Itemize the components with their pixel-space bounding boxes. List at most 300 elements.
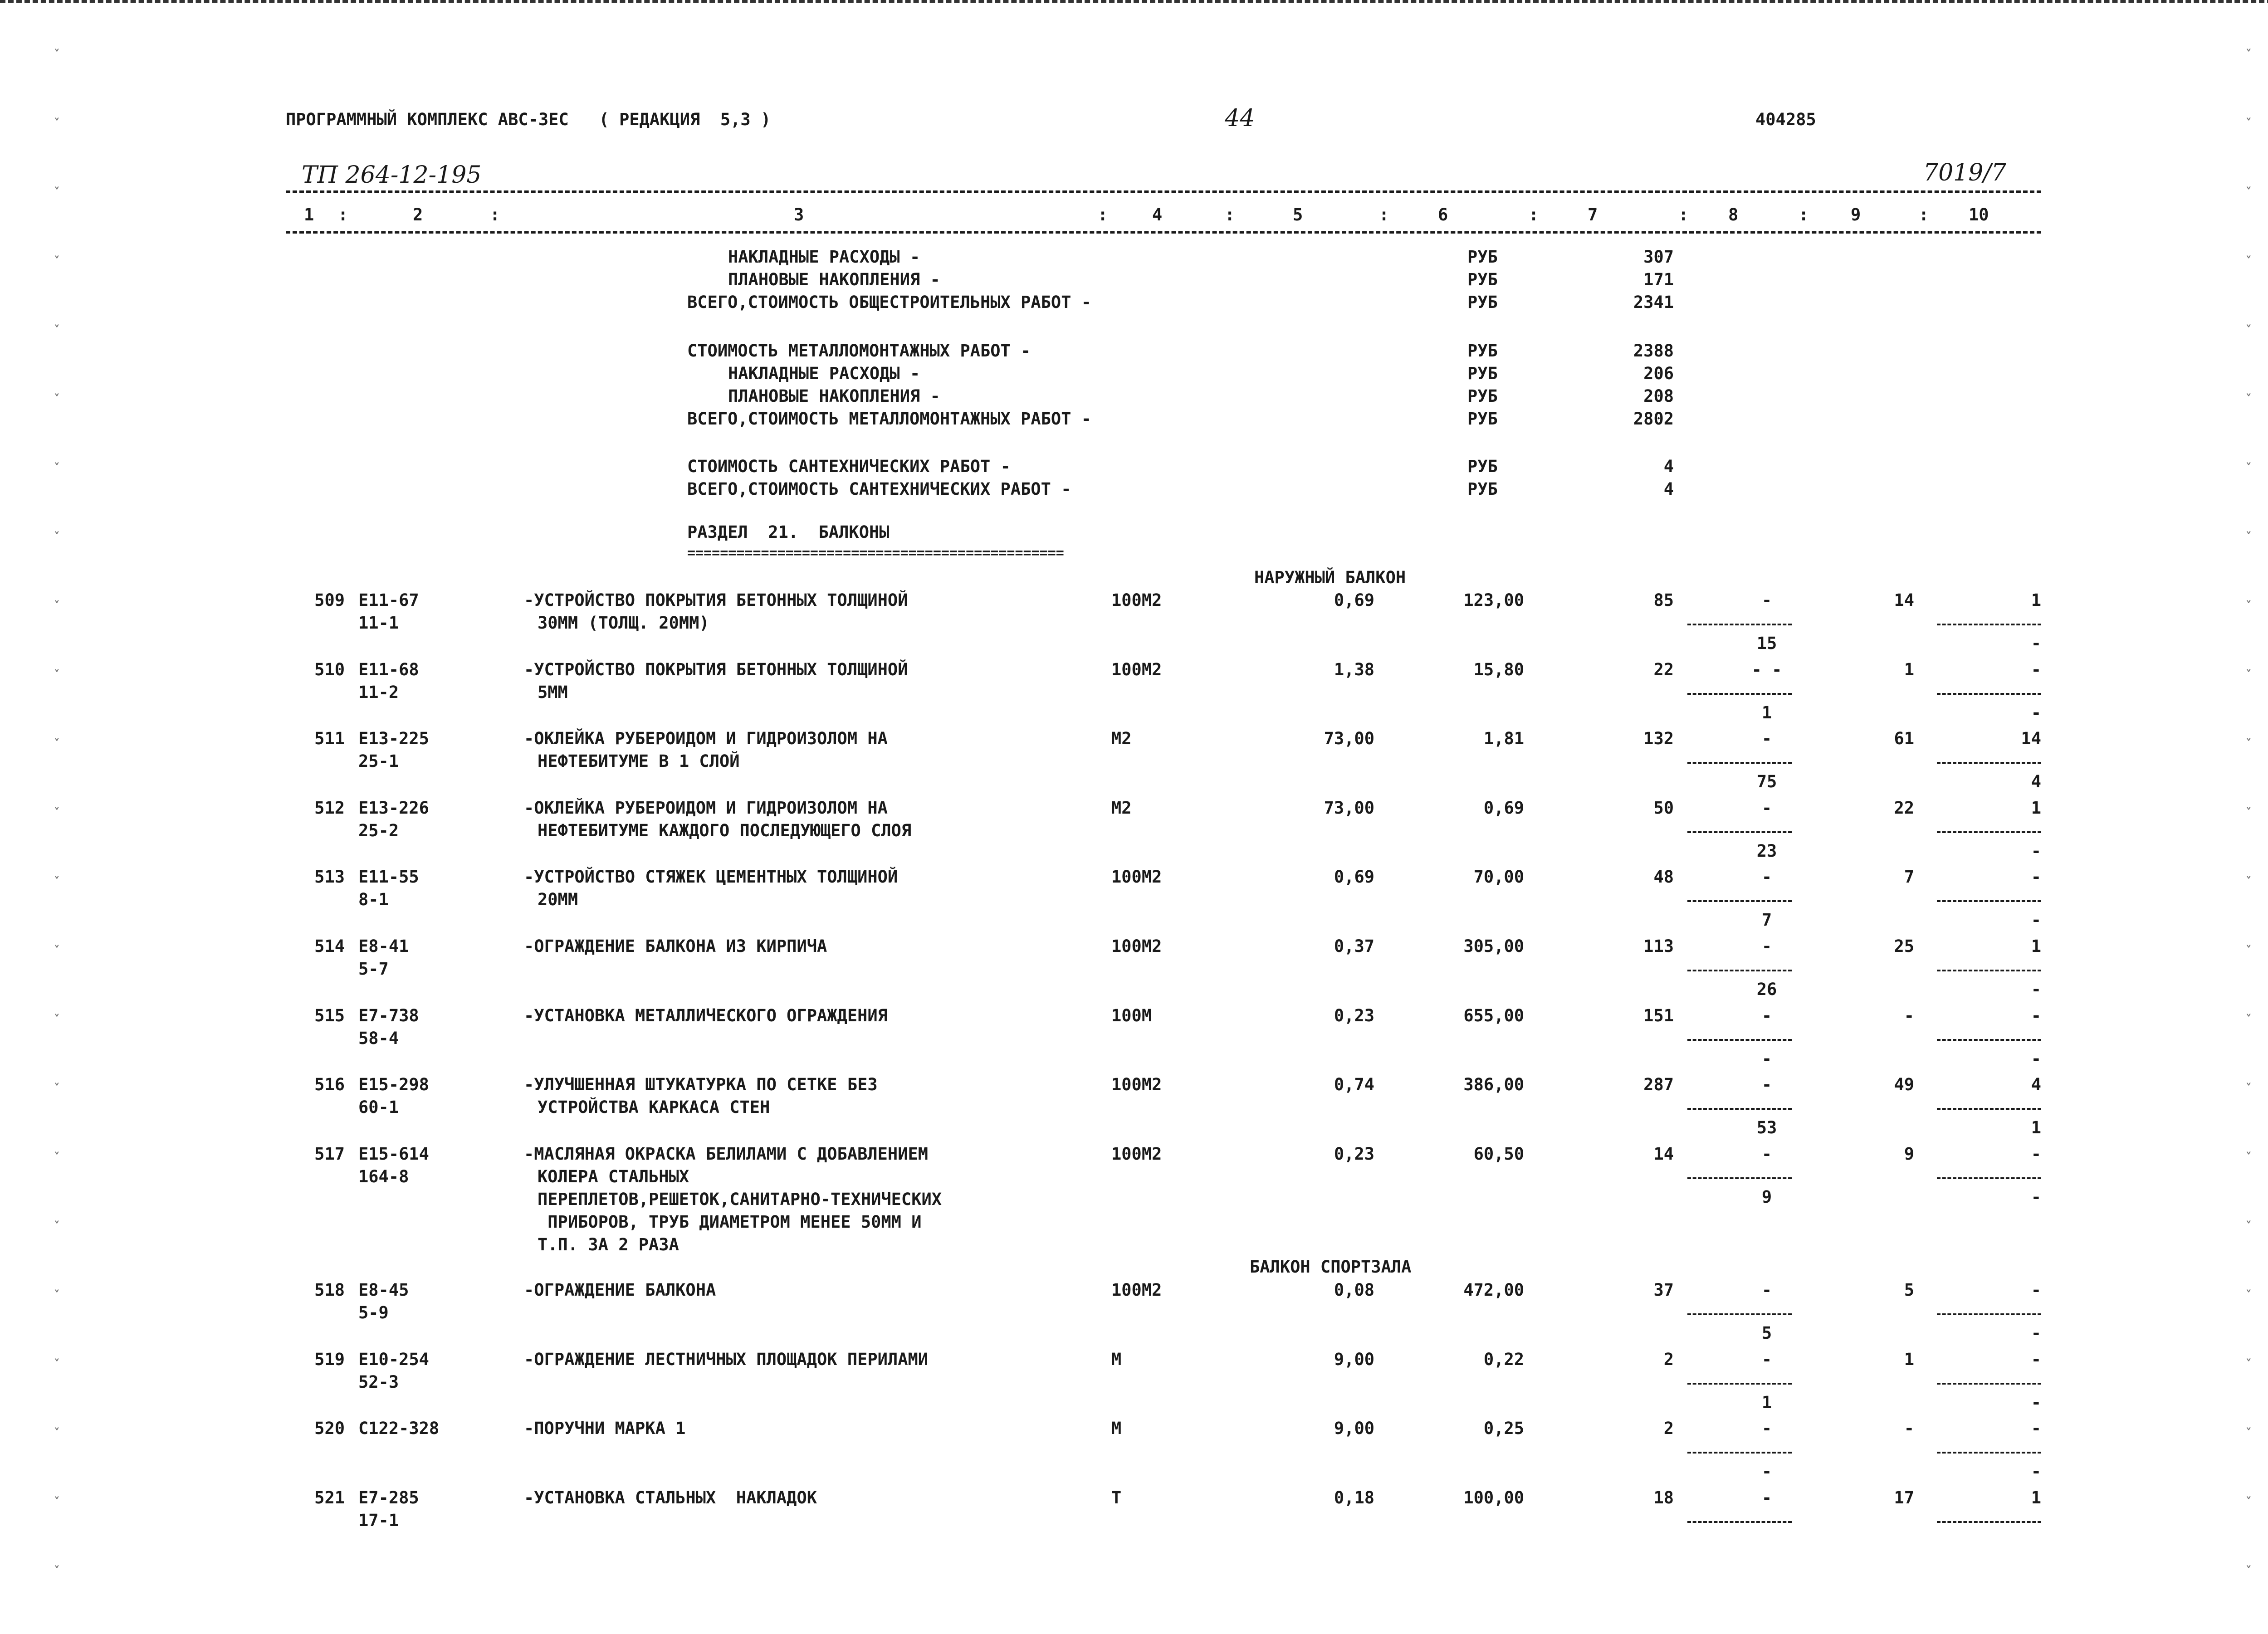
feed-hole-icon: ˯ xyxy=(54,788,60,811)
work-description: УСТРОЙСТВА КАРКАСА СТЕН xyxy=(538,1097,770,1117)
summary-label: СТОИМОСТЬ САНТЕХНИЧЕСКИХ РАБОТ - xyxy=(687,457,1011,476)
materials-value: 1 xyxy=(2031,798,2041,818)
section-title: РАЗДЕЛ 21. БАЛКОНЫ xyxy=(687,522,890,542)
quantity: 0,69 xyxy=(1334,590,1374,610)
fraction-line xyxy=(1687,624,1792,625)
column-number: 4 xyxy=(1152,205,1163,224)
work-description: НЕФТЕБИТУМЕ В 1 СЛОЙ xyxy=(538,751,740,771)
materials-value: 1 xyxy=(2031,590,2041,610)
unit-of-measure: 100М2 xyxy=(1111,1144,1162,1164)
price-code: Е11-55 xyxy=(358,867,419,887)
feed-hole-icon: ˯ xyxy=(54,30,60,53)
price-subcode: 8-1 xyxy=(358,890,389,909)
summary-unit: РУБ xyxy=(1467,341,1498,361)
fraction-line xyxy=(1937,624,2041,625)
feed-hole-icon: ˯ xyxy=(2245,1340,2252,1363)
materials-sub-value: - xyxy=(2031,703,2041,722)
row-number: 511 xyxy=(314,729,345,748)
summary-label: ВСЕГО,СТОИМОСТЬ САНТЕХНИЧЕСКИХ РАБОТ - xyxy=(687,479,1071,499)
summary-label: НАКЛАДНЫЕ РАСХОДЫ - xyxy=(728,364,920,383)
summary-label: ВСЕГО,СТОИМОСТЬ ОБЩЕСТРОИТЕЛЬНЫХ РАБОТ - xyxy=(687,293,1092,312)
quantity: 0,18 xyxy=(1334,1488,1374,1507)
wages-sub-value: 7 xyxy=(1761,910,1772,930)
column-number: 5 xyxy=(1293,205,1303,224)
unit-price: 655,00 xyxy=(1463,1006,1524,1025)
total-cost: 22 xyxy=(1653,660,1674,679)
machine-cost: 1 xyxy=(1904,660,1914,679)
machine-cost: 1 xyxy=(1904,1350,1914,1369)
row-number: 509 xyxy=(314,590,345,610)
machine-cost: 5 xyxy=(1904,1280,1914,1300)
row-number: 520 xyxy=(314,1419,345,1438)
price-code: Е15-298 xyxy=(358,1075,429,1094)
work-description: ПЕРЕПЛЕТОВ,РЕШЕТОК,САНИТАРНО-ТЕХНИЧЕСКИХ xyxy=(538,1190,942,1209)
summary-unit: РУБ xyxy=(1467,247,1498,267)
work-description: -УСТРОЙСТВО ПОКРЫТИЯ БЕТОННЫХ ТОЛЩИНОЙ xyxy=(524,590,908,610)
work-description: -УСТАНОВКА СТАЛЬНЫХ НАКЛАДОК xyxy=(524,1488,817,1507)
quantity: 0,23 xyxy=(1334,1144,1374,1164)
work-description: -ОГРАЖДЕНИЕ БАЛКОНА ИЗ КИРПИЧА xyxy=(524,937,827,956)
total-cost: 85 xyxy=(1653,590,1674,610)
fraction-line xyxy=(1687,1521,1792,1523)
wages-value: - xyxy=(1761,867,1772,887)
unit-of-measure: Т xyxy=(1111,1488,1122,1507)
unit-price: 305,00 xyxy=(1463,937,1524,956)
unit-of-measure: М xyxy=(1111,1419,1122,1438)
fraction-line xyxy=(1937,1108,2041,1110)
summary-unit: РУБ xyxy=(1467,479,1498,499)
unit-of-measure: М2 xyxy=(1111,798,1132,818)
fraction-line xyxy=(1937,831,2041,833)
work-description: -УЛУЧШЕННАЯ ШТУКАТУРКА ПО СЕТКЕ БЕЗ xyxy=(524,1075,878,1094)
feed-hole-icon: ˯ xyxy=(2245,926,2252,949)
wages-value: - xyxy=(1761,1350,1772,1369)
work-description: -УСТРОЙСТВО ПОКРЫТИЯ БЕТОННЫХ ТОЛЩИНОЙ xyxy=(524,660,908,679)
unit-price: 0,69 xyxy=(1483,798,1524,818)
wages-value: - xyxy=(1761,1075,1772,1094)
unit-price: 100,00 xyxy=(1463,1488,1524,1507)
materials-value: 4 xyxy=(2031,1075,2041,1094)
column-separator: : xyxy=(1678,205,1689,224)
feed-hole-icon: ˯ xyxy=(54,995,60,1018)
machine-cost: 25 xyxy=(1894,937,1914,956)
feed-hole-icon: ˯ xyxy=(2245,719,2252,742)
feed-hole-icon: ˯ xyxy=(2245,1271,2252,1294)
materials-sub-value: 1 xyxy=(2031,1118,2041,1137)
program-title: ПРОГРАММНЫЙ КОМПЛЕКС АВС-ЗЕС ( РЕДАКЦИЯ 5,3 ) xyxy=(286,110,771,129)
column-separator: : xyxy=(338,205,348,224)
feed-hole-icon: ˯ xyxy=(2245,1064,2252,1087)
feed-hole-icon: ˯ xyxy=(2245,788,2252,811)
fraction-line xyxy=(1937,1313,2041,1315)
summary-value: 4 xyxy=(1663,457,1674,476)
header-rule-bottom xyxy=(286,231,2041,234)
work-description: -ОКЛЕЙКА РУБЕРОИДОМ И ГИДРОИЗОЛОМ НА xyxy=(524,798,888,818)
unit-price: 472,00 xyxy=(1463,1280,1524,1300)
summary-unit: РУБ xyxy=(1467,457,1498,476)
feed-hole-icon: ˯ xyxy=(54,1202,60,1225)
price-code: Е11-67 xyxy=(358,590,419,610)
materials-value: - xyxy=(2031,1350,2041,1369)
unit-of-measure: М2 xyxy=(1111,729,1132,748)
price-subcode: 5-9 xyxy=(358,1303,389,1322)
row-number: 519 xyxy=(314,1350,345,1369)
fraction-line xyxy=(1687,693,1792,695)
price-code: Е8-45 xyxy=(358,1280,409,1300)
wages-sub-value: 1 xyxy=(1761,703,1772,722)
column-number: 8 xyxy=(1728,205,1739,224)
row-number: 517 xyxy=(314,1144,345,1164)
fraction-line xyxy=(1687,1452,1792,1454)
summary-unit: РУБ xyxy=(1467,293,1498,312)
feed-hole-icon: ˯ xyxy=(2245,30,2252,53)
price-code: С122-328 xyxy=(358,1419,440,1438)
quantity: 73,00 xyxy=(1324,729,1374,748)
fraction-line xyxy=(1937,1177,2041,1179)
wages-value: - xyxy=(1761,1280,1772,1300)
fraction-line xyxy=(1937,900,2041,902)
fraction-line xyxy=(1687,831,1792,833)
work-description: 20ММ xyxy=(538,890,578,909)
feed-hole-icon: ˯ xyxy=(2245,1409,2252,1432)
materials-value: - xyxy=(2031,1419,2041,1438)
column-number: 7 xyxy=(1588,205,1598,224)
wages-value: - xyxy=(1761,1488,1772,1507)
row-number: 512 xyxy=(314,798,345,818)
feed-hole-icon: ˯ xyxy=(2245,375,2252,398)
feed-hole-icon: ˯ xyxy=(54,237,60,260)
price-code: Е7-285 xyxy=(358,1488,419,1507)
summary-label: ПЛАНОВЫЕ НАКОПЛЕНИЯ - xyxy=(728,270,940,289)
machine-cost: 14 xyxy=(1894,590,1914,610)
row-number: 513 xyxy=(314,867,345,887)
fraction-line xyxy=(1687,1383,1792,1385)
price-subcode: 11-2 xyxy=(358,683,399,702)
row-number: 510 xyxy=(314,660,345,679)
unit-price: 1,81 xyxy=(1483,729,1524,748)
work-description: -ПОРУЧНИ МАРКА 1 xyxy=(524,1419,686,1438)
column-separator: : xyxy=(1919,205,1929,224)
machine-cost: - xyxy=(1904,1419,1914,1438)
feed-hole-icon: ˯ xyxy=(2245,1478,2252,1501)
total-cost: 151 xyxy=(1643,1006,1674,1025)
subsection-title: НАРУЖНЫЙ БАЛКОН xyxy=(1254,568,1406,587)
fraction-line xyxy=(1937,1039,2041,1041)
feed-hole-icon: ˯ xyxy=(54,857,60,880)
wages-value: - xyxy=(1761,937,1772,956)
feed-hole-icon: ˯ xyxy=(54,926,60,949)
quantity: 9,00 xyxy=(1334,1350,1374,1369)
quantity: 73,00 xyxy=(1324,798,1374,818)
work-description: 30ММ (ТОЛЩ. 20ММ) xyxy=(538,613,709,633)
machine-cost: 22 xyxy=(1894,798,1914,818)
feed-hole-icon: ˯ xyxy=(54,444,60,467)
materials-sub-value: - xyxy=(2031,1049,2041,1068)
materials-value: - xyxy=(2031,660,2041,679)
header-rule-top xyxy=(286,190,2041,193)
price-subcode: 60-1 xyxy=(358,1097,399,1117)
materials-sub-value: - xyxy=(2031,1462,2041,1481)
unit-of-measure: 100М2 xyxy=(1111,1280,1162,1300)
quantity: 0,69 xyxy=(1334,867,1374,887)
column-separator: : xyxy=(1379,205,1389,224)
materials-value: 1 xyxy=(2031,1488,2041,1507)
feed-hole-icon: ˯ xyxy=(2245,857,2252,880)
unit-of-measure: 100М2 xyxy=(1111,1075,1162,1094)
feed-hole-icon: ˯ xyxy=(54,719,60,742)
feed-hole-icon: ˯ xyxy=(54,512,60,536)
column-number: 1 xyxy=(304,205,314,224)
feed-hole-icon: ˯ xyxy=(54,1064,60,1087)
unit-of-measure: 100М2 xyxy=(1111,660,1162,679)
work-description: -ОГРАЖДЕНИЕ БАЛКОНА xyxy=(524,1280,716,1300)
fraction-line xyxy=(1937,1521,2041,1523)
document-id: 404285 xyxy=(1755,110,1816,129)
price-subcode: 11-1 xyxy=(358,613,399,633)
summary-value: 307 xyxy=(1643,247,1674,267)
wages-value: - - xyxy=(1751,660,1782,679)
feed-hole-icon: ˯ xyxy=(2245,581,2252,605)
unit-of-measure: 100М2 xyxy=(1111,590,1162,610)
feed-hole-icon: ˯ xyxy=(54,1340,60,1363)
feed-hole-icon: ˯ xyxy=(2245,444,2252,467)
price-subcode: 52-3 xyxy=(358,1372,399,1392)
row-number: 521 xyxy=(314,1488,345,1507)
quantity: 0,37 xyxy=(1334,937,1374,956)
feed-hole-icon: ˯ xyxy=(54,581,60,605)
price-code: Е13-226 xyxy=(358,798,429,818)
materials-sub-value: - xyxy=(2031,634,2041,653)
feed-hole-icon: ˯ xyxy=(2245,306,2252,329)
wages-value: - xyxy=(1761,729,1772,748)
sheet-code: 7019/7 xyxy=(1923,159,2006,186)
work-description: -ОГРАЖДЕНИЕ ЛЕСТНИЧНЫХ ПЛОЩАДОК ПЕРИЛАМИ xyxy=(524,1350,929,1369)
materials-value: - xyxy=(2031,1280,2041,1300)
fraction-line xyxy=(1937,970,2041,971)
unit-price: 0,25 xyxy=(1483,1419,1524,1438)
feed-hole-icon: ˯ xyxy=(2245,650,2252,673)
materials-value: - xyxy=(2031,1006,2041,1025)
machine-cost: 17 xyxy=(1894,1488,1914,1507)
feed-hole-icon: ˯ xyxy=(2245,1202,2252,1225)
price-subcode: 5-7 xyxy=(358,959,389,979)
materials-sub-value: - xyxy=(2031,980,2041,999)
wages-value: - xyxy=(1761,798,1772,818)
unit-price: 0,22 xyxy=(1483,1350,1524,1369)
summary-label: НАКЛАДНЫЕ РАСХОДЫ - xyxy=(728,247,920,267)
feed-hole-icon: ˯ xyxy=(2245,1546,2252,1570)
summary-value: 208 xyxy=(1643,386,1674,406)
column-number: 6 xyxy=(1438,205,1448,224)
feed-hole-icon: ˯ xyxy=(2245,995,2252,1018)
wages-sub-value: - xyxy=(1761,1049,1772,1068)
work-description: ПРИБОРОВ, ТРУБ ДИАМЕТРОМ МЕНЕЕ 50ММ И xyxy=(538,1212,922,1232)
feed-hole-icon: ˯ xyxy=(2245,1133,2252,1156)
wages-sub-value: 26 xyxy=(1756,980,1777,999)
quantity: 0,74 xyxy=(1334,1075,1374,1094)
materials-value: - xyxy=(2031,1144,2041,1164)
work-description: Т.П. ЗА 2 РАЗА xyxy=(538,1235,679,1254)
wages-sub-value: 1 xyxy=(1761,1393,1772,1412)
wages-value: - xyxy=(1761,1419,1772,1438)
unit-of-measure: 100М2 xyxy=(1111,937,1162,956)
price-code: Е10-254 xyxy=(358,1350,429,1369)
total-cost: 2 xyxy=(1663,1419,1674,1438)
fraction-line xyxy=(1937,693,2041,695)
price-code: Е7-738 xyxy=(358,1006,419,1025)
wages-sub-value: 9 xyxy=(1761,1187,1772,1207)
summary-label: СТОИМОСТЬ МЕТАЛЛОМОНТАЖНЫХ РАБОТ - xyxy=(687,341,1031,361)
total-cost: 18 xyxy=(1653,1488,1674,1507)
feed-hole-icon: ˯ xyxy=(2245,237,2252,260)
price-code: Е13-225 xyxy=(358,729,429,748)
unit-of-measure: 100М2 xyxy=(1111,867,1162,887)
price-subcode: 25-2 xyxy=(358,821,399,840)
fraction-line xyxy=(1687,970,1792,971)
column-separator: : xyxy=(1098,205,1108,224)
summary-value: 206 xyxy=(1643,364,1674,383)
total-cost: 132 xyxy=(1643,729,1674,748)
unit-price: 70,00 xyxy=(1473,867,1524,887)
work-description: -МАСЛЯНАЯ ОКРАСКА БЕЛИЛАМИ С ДОБАВЛЕНИЕМ xyxy=(524,1144,929,1164)
summary-unit: РУБ xyxy=(1467,386,1498,406)
row-number: 518 xyxy=(314,1280,345,1300)
work-description: 5ММ xyxy=(538,683,568,702)
total-cost: 37 xyxy=(1653,1280,1674,1300)
column-number: 10 xyxy=(1969,205,1989,224)
unit-price: 386,00 xyxy=(1463,1075,1524,1094)
wages-sub-value: 75 xyxy=(1756,772,1777,791)
project-code: ТП 264-12-195 xyxy=(302,161,482,189)
quantity: 1,38 xyxy=(1334,660,1374,679)
quantity: 9,00 xyxy=(1334,1419,1374,1438)
section-underline: ============================================== xyxy=(687,545,1064,561)
summary-value: 2802 xyxy=(1633,409,1674,429)
work-description: -УСТРОЙСТВО СТЯЖЕК ЦЕМЕНТНЫХ ТОЛЩИНОЙ xyxy=(524,867,898,887)
work-description: -ОКЛЕЙКА РУБЕРОИДОМ И ГИДРОИЗОЛОМ НА xyxy=(524,729,888,748)
materials-sub-value: - xyxy=(2031,841,2041,861)
materials-sub-value: - xyxy=(2031,1323,2041,1343)
wages-sub-value: 15 xyxy=(1756,634,1777,653)
feed-hole-icon: ˯ xyxy=(54,1546,60,1570)
column-separator: : xyxy=(490,205,500,224)
fraction-line xyxy=(1687,1313,1792,1315)
summary-unit: РУБ xyxy=(1467,409,1498,429)
wages-sub-value: 5 xyxy=(1761,1323,1772,1343)
feed-hole-icon: ˯ xyxy=(54,650,60,673)
summary-value: 2388 xyxy=(1633,341,1674,361)
fraction-line xyxy=(1687,762,1792,764)
column-number: 2 xyxy=(413,205,423,224)
price-subcode: 164-8 xyxy=(358,1167,409,1186)
subsection-title: БАЛКОН СПОРТЗАЛА xyxy=(1250,1257,1412,1277)
perforation-top xyxy=(0,0,2268,3)
summary-unit: РУБ xyxy=(1467,270,1498,289)
feed-hole-icon: ˯ xyxy=(54,168,60,191)
feed-hole-icon: ˯ xyxy=(54,375,60,398)
row-number: 514 xyxy=(314,937,345,956)
total-cost: 287 xyxy=(1643,1075,1674,1094)
materials-value: 14 xyxy=(2021,729,2041,748)
materials-sub-value: - xyxy=(2031,1393,2041,1412)
feed-hole-icon: ˯ xyxy=(2245,99,2252,122)
feed-hole-icon: ˯ xyxy=(54,1478,60,1501)
price-code: Е11-68 xyxy=(358,660,419,679)
materials-sub-value: 4 xyxy=(2031,772,2041,791)
wages-sub-value: 23 xyxy=(1756,841,1777,861)
unit-of-measure: М xyxy=(1111,1350,1122,1369)
feed-hole-icon: ˯ xyxy=(54,1271,60,1294)
column-separator: : xyxy=(1799,205,1809,224)
materials-sub-value: - xyxy=(2031,1187,2041,1207)
summary-unit: РУБ xyxy=(1467,364,1498,383)
unit-price: 15,80 xyxy=(1473,660,1524,679)
summary-label: ПЛАНОВЫЕ НАКОПЛЕНИЯ - xyxy=(728,386,940,406)
wages-value: - xyxy=(1761,1006,1772,1025)
total-cost: 50 xyxy=(1653,798,1674,818)
feed-hole-icon: ˯ xyxy=(54,306,60,329)
machine-cost: 61 xyxy=(1894,729,1914,748)
quantity: 0,23 xyxy=(1334,1006,1374,1025)
wages-sub-value: - xyxy=(1761,1462,1772,1481)
machine-cost: 9 xyxy=(1904,1144,1914,1164)
work-description: НЕФТЕБИТУМЕ КАЖДОГО ПОСЛЕДУЮЩЕГО СЛОЯ xyxy=(538,821,912,840)
wages-value: - xyxy=(1761,1144,1772,1164)
row-number: 515 xyxy=(314,1006,345,1025)
price-subcode: 17-1 xyxy=(358,1511,399,1530)
feed-hole-icon: ˯ xyxy=(54,1409,60,1432)
materials-value: 1 xyxy=(2031,937,2041,956)
machine-cost: 49 xyxy=(1894,1075,1914,1094)
fraction-line xyxy=(1687,1177,1792,1179)
feed-hole-icon: ˯ xyxy=(2245,512,2252,536)
materials-sub-value: - xyxy=(2031,910,2041,930)
wages-sub-value: 53 xyxy=(1756,1118,1777,1137)
work-description: -УСТАНОВКА МЕТАЛЛИЧЕСКОГО ОГРАЖДЕНИЯ xyxy=(524,1006,888,1025)
total-cost: 48 xyxy=(1653,867,1674,887)
summary-value: 171 xyxy=(1643,270,1674,289)
column-separator: : xyxy=(1225,205,1235,224)
page-number: 44 xyxy=(1225,105,1255,132)
feed-hole-icon: ˯ xyxy=(54,1133,60,1156)
total-cost: 14 xyxy=(1653,1144,1674,1164)
fraction-line xyxy=(1687,900,1792,902)
unit-price: 60,50 xyxy=(1473,1144,1524,1164)
work-description: КОЛЕРА СТАЛЬНЫХ xyxy=(538,1167,689,1186)
feed-hole-icon: ˯ xyxy=(54,99,60,122)
quantity: 0,08 xyxy=(1334,1280,1374,1300)
price-code: Е8-41 xyxy=(358,937,409,956)
unit-price: 123,00 xyxy=(1463,590,1524,610)
fraction-line xyxy=(1937,1383,2041,1385)
feed-hole-icon: ˯ xyxy=(2245,168,2252,191)
row-number: 516 xyxy=(314,1075,345,1094)
unit-of-measure: 100М xyxy=(1111,1006,1152,1025)
fraction-line xyxy=(1937,762,2041,764)
column-number: 9 xyxy=(1851,205,1861,224)
fraction-line xyxy=(1937,1452,2041,1454)
fraction-line xyxy=(1687,1039,1792,1041)
summary-value: 2341 xyxy=(1633,293,1674,312)
wages-value: - xyxy=(1761,590,1772,610)
summary-label: ВСЕГО,СТОИМОСТЬ МЕТАЛЛОМОНТАЖНЫХ РАБОТ - xyxy=(687,409,1092,429)
total-cost: 2 xyxy=(1663,1350,1674,1369)
price-subcode: 25-1 xyxy=(358,751,399,771)
summary-value: 4 xyxy=(1663,479,1674,499)
column-separator: : xyxy=(1529,205,1539,224)
price-code: Е15-614 xyxy=(358,1144,429,1164)
materials-value: - xyxy=(2031,867,2041,887)
